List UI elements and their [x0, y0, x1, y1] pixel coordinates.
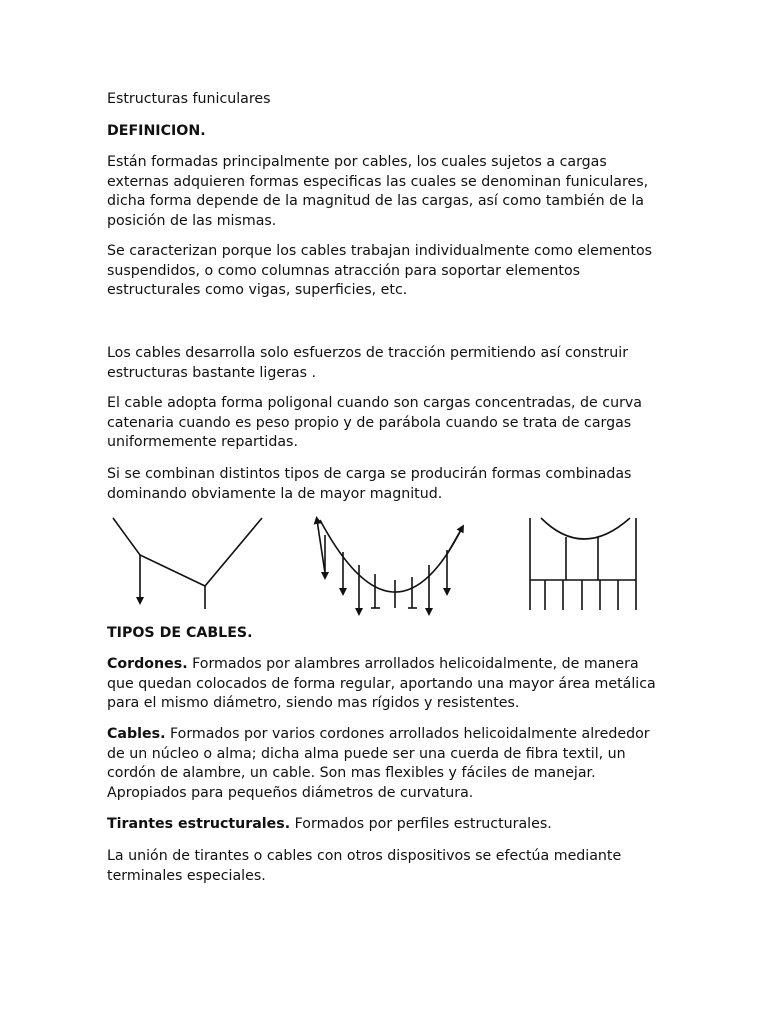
- cables-text: Formados por varios cordones arrollados helicoidalmente alrededor de un núcleo o alma; dicha alma puede ser una cuerda de fibra textil, un cordón de alambre, un cable. Son mas flexibles y fáciles de manejar. Apropiados para pequeños diámetros de curvatura.: [107, 726, 650, 801]
- tipos-heading: TIPOS DE CABLES.: [107, 625, 253, 641]
- reaction-arrow-right: [446, 528, 462, 556]
- traccion-paragraph: Los cables desarrolla solo esfuerzos de tracción permitiendo así construir estructuras bastante ligeras .: [107, 345, 629, 381]
- tirantes-text: Formados por perfiles estructurales.: [290, 816, 552, 832]
- catenary-curve: [320, 520, 462, 592]
- suspension-curve: [541, 518, 630, 539]
- cables-term: Cables.: [107, 726, 166, 742]
- suspension-cable-diagram: [530, 518, 636, 610]
- cordones-text: Formados por alambres arrollados helicoidalmente, de manera que quedan colocados de forma regular, aportando una mayor área metálica para el mismo diámetro, siendo mas rígidos y resistentes.: [107, 656, 656, 711]
- catenary-cable-diagram: [317, 520, 462, 612]
- cables-paragraph: [107, 725, 667, 803]
- cordones-term: Cordones.: [107, 656, 188, 672]
- reaction-arrow-left: [317, 520, 325, 573]
- polygonal-cable-diagram: [113, 518, 262, 609]
- tirantes-paragraph: [107, 815, 667, 835]
- forma-paragraph: El cable adopta forma poligonal cuando son cargas concentradas, de curva catenaria cuando es peso propio y de parábola cuando se trata de cargas uniformemente repartidas.: [107, 395, 643, 450]
- document-title: Estructuras funiculares: [107, 91, 271, 107]
- combinadas-paragraph: Si se combinan distintos tipos de carga se producirán formas combinadas dominando obviamente la de mayor magnitud.: [107, 466, 632, 502]
- polygonal-cable-line: [113, 518, 262, 586]
- caracterizan-paragraph: Se caracterizan porque los cables trabajan individualmente como elementos suspendidos, o como columnas atracción para soportar elementos estructurales como vigas, superficies, etc.: [107, 243, 653, 298]
- definicion-heading: DEFINICION.: [107, 123, 206, 139]
- cordones-paragraph: [107, 655, 667, 714]
- tirantes-term: Tirantes estructurales.: [107, 816, 291, 832]
- definicion-paragraph: Están formadas principalmente por cables, los cuales sujetos a cargas externas adquieren formas especificas las cuales se denominan funiculares, dicha forma depende de la magnitud de las cargas, así como también de la posición de las mismas.: [107, 154, 649, 229]
- terminales-paragraph: La unión de tirantes o cables con otros dispositivos se efectúa mediante terminales especiales.: [107, 848, 622, 884]
